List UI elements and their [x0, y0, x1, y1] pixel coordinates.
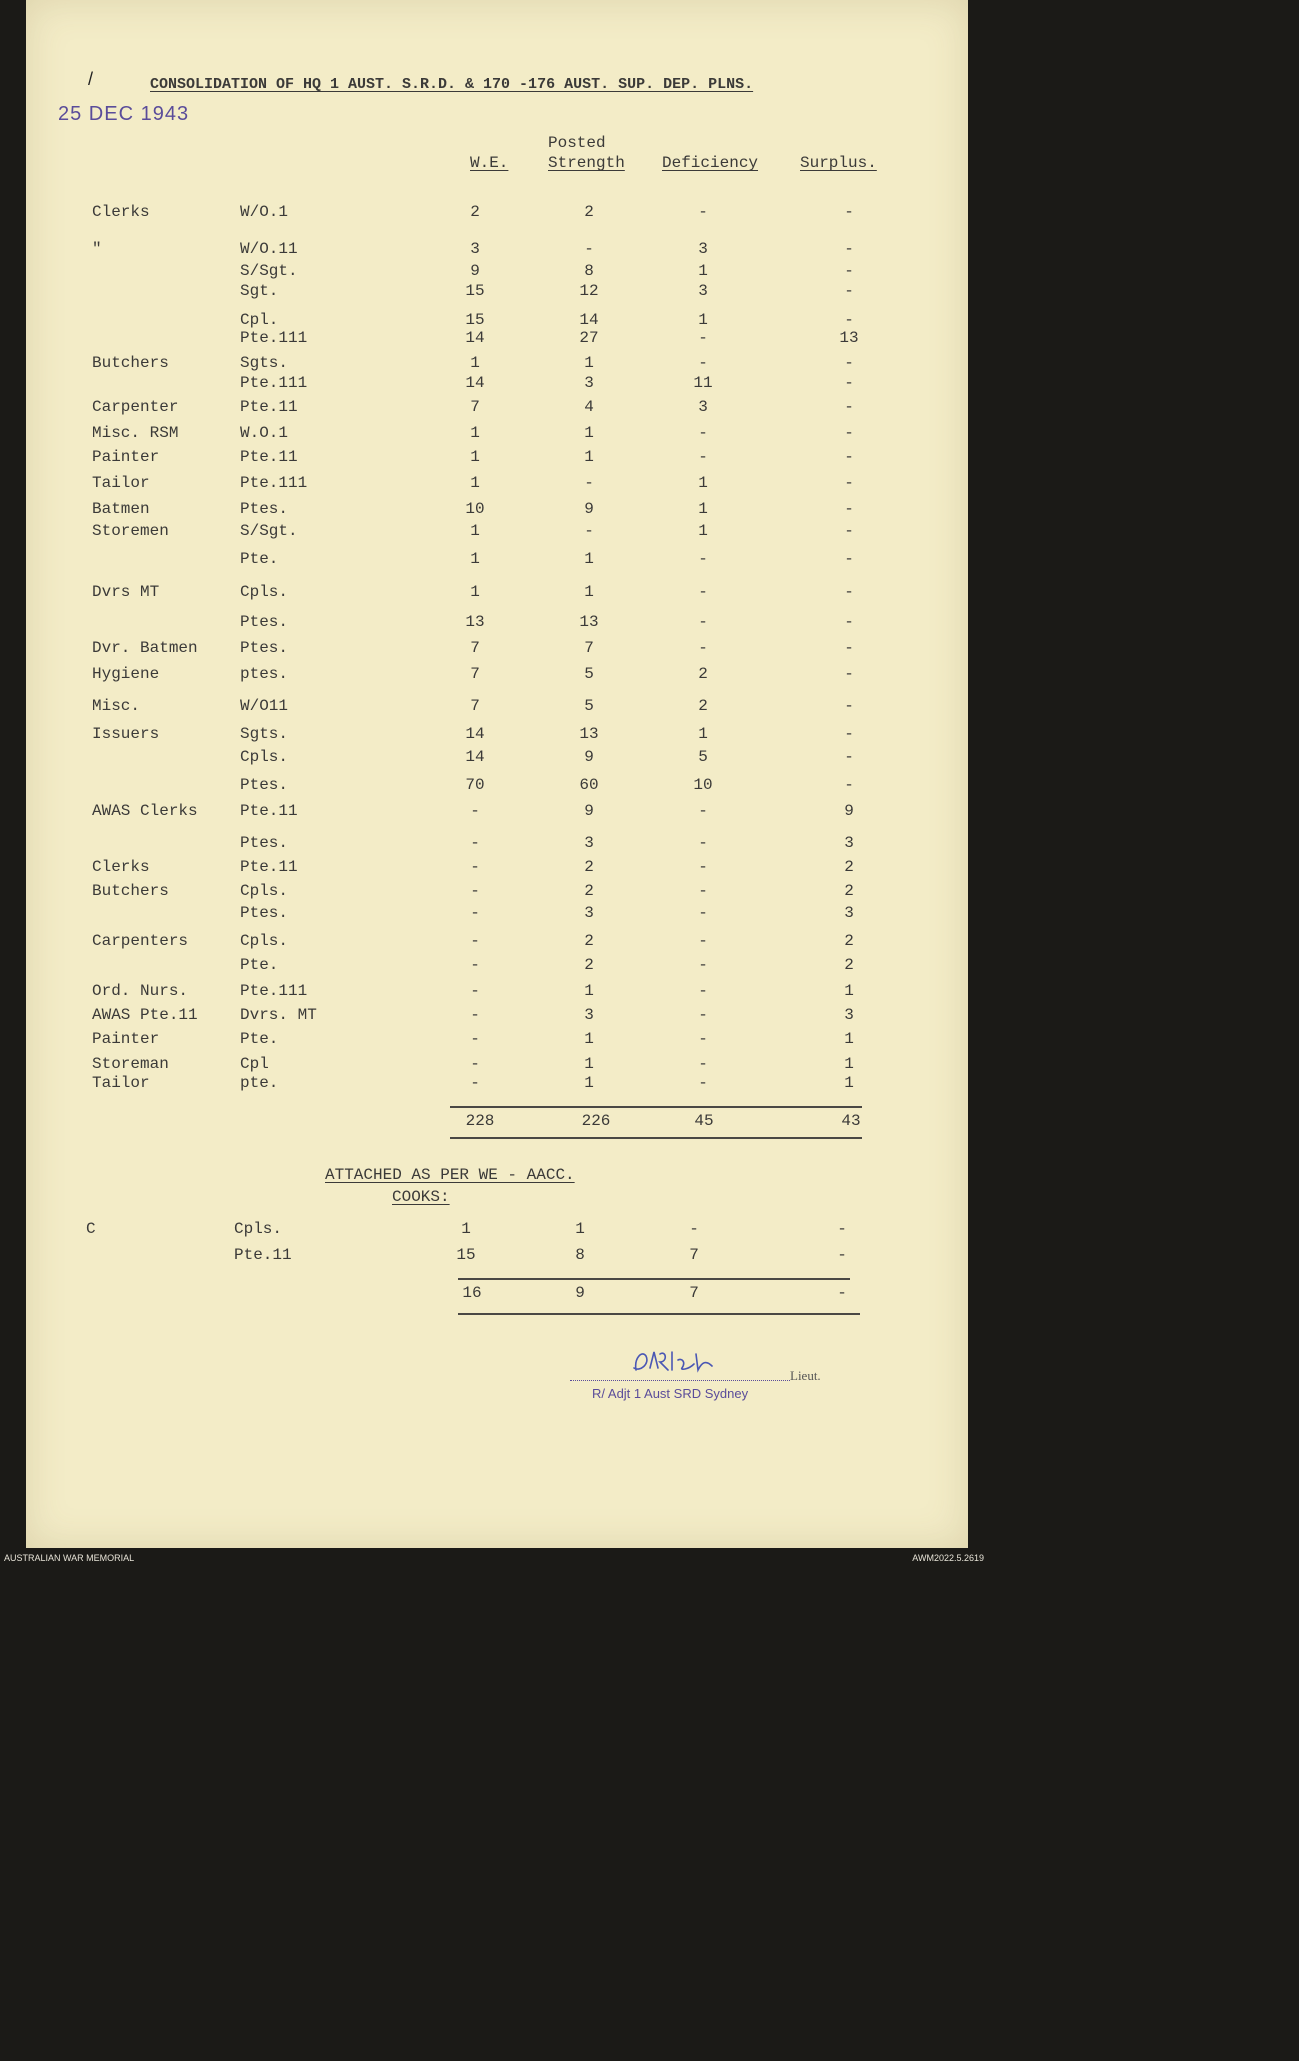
- row-we: 15: [465, 311, 485, 329]
- row-rank: Ptes.: [240, 613, 289, 631]
- row-we: 3: [470, 240, 480, 258]
- row-surplus: -: [844, 522, 854, 540]
- row-rank: S/Sgt.: [240, 262, 298, 280]
- row-category: Clerks: [92, 203, 150, 221]
- row-we: 1: [470, 448, 480, 466]
- row-deficiency: -: [698, 448, 708, 466]
- row-posted: 9: [584, 500, 594, 518]
- row-rank: pte.: [240, 1074, 279, 1092]
- row-rank: W/O.11: [240, 240, 298, 258]
- row-surplus: -: [844, 374, 854, 392]
- total-surplus: 43: [841, 1112, 861, 1130]
- totals-rule-bottom: [450, 1137, 862, 1139]
- row-deficiency: -: [698, 329, 708, 347]
- signature-role-stamp: R/ Adjt 1 Aust SRD Sydney: [592, 1386, 749, 1401]
- attached-heading: ATTACHED AS PER WE - AACC.: [325, 1166, 575, 1184]
- row-deficiency: 1: [698, 262, 708, 280]
- row-surplus: 3: [844, 904, 854, 922]
- row-deficiency: 1: [698, 500, 708, 518]
- row-we: -: [470, 904, 480, 922]
- row-category: Misc. RSM: [92, 424, 179, 442]
- row-surplus: -: [844, 203, 854, 221]
- cooks-total-surplus: -: [837, 1284, 847, 1302]
- row-rank: Ptes.: [240, 639, 289, 657]
- row-posted: 2: [584, 203, 594, 221]
- row-posted: -: [584, 240, 594, 258]
- row-rank: W/O11: [240, 697, 289, 715]
- header-deficiency: Deficiency: [662, 154, 759, 172]
- row-rank: Cpls.: [240, 583, 289, 601]
- row-deficiency: 3: [698, 282, 708, 300]
- row-posted: 9: [584, 802, 594, 820]
- row-we: -: [470, 834, 480, 852]
- row-rank: Ptes.: [240, 834, 289, 852]
- row-rank: Dvrs. MT: [240, 1006, 317, 1024]
- row-we: -: [470, 1055, 480, 1073]
- row-surplus: 2: [844, 858, 854, 876]
- row-we: -: [470, 1006, 480, 1024]
- row-surplus: -: [844, 550, 854, 568]
- row-rank: S/Sgt.: [240, 522, 298, 540]
- row-rank: Ptes.: [240, 776, 289, 794]
- total-posted: 226: [581, 1112, 611, 1130]
- row-rank: Sgt.: [240, 282, 279, 300]
- row-deficiency: 2: [698, 697, 708, 715]
- header-posted-line1: Posted: [548, 134, 606, 152]
- row-posted: 5: [584, 697, 594, 715]
- row-surplus: 1: [844, 982, 854, 1000]
- row-deficiency: -: [698, 550, 708, 568]
- row-deficiency: 1: [698, 311, 708, 329]
- cooks-row-rank: Pte.11: [234, 1246, 292, 1264]
- row-category: Dvr. Batmen: [92, 639, 198, 657]
- row-deficiency: -: [698, 1006, 708, 1024]
- cooks-row-posted: 8: [575, 1246, 585, 1264]
- row-posted: 3: [584, 1006, 594, 1024]
- cooks-row-we: 1: [461, 1220, 471, 1238]
- signature-line: [570, 1380, 790, 1381]
- row-category: Misc.: [92, 697, 141, 715]
- row-deficiency: -: [698, 834, 708, 852]
- row-rank: Pte.: [240, 550, 279, 568]
- row-rank: Ptes.: [240, 904, 289, 922]
- row-surplus: -: [844, 282, 854, 300]
- row-rank: W.O.1: [240, 424, 289, 442]
- totals-rule-top: [450, 1106, 862, 1108]
- row-posted: 60: [579, 776, 599, 794]
- row-surplus: 9: [844, 802, 854, 820]
- row-category: Tailor: [92, 474, 150, 492]
- row-category: Dvrs MT: [92, 583, 160, 601]
- cooks-rule-top: [458, 1278, 850, 1280]
- row-we: 70: [465, 776, 485, 794]
- row-surplus: -: [844, 613, 854, 631]
- row-surplus: 2: [844, 932, 854, 950]
- cooks-row-deficiency: -: [689, 1220, 699, 1238]
- signature-image: [628, 1340, 718, 1380]
- row-category: Ord. Nurs.: [92, 982, 189, 1000]
- row-we: 1: [470, 354, 480, 372]
- document-page: [26, 0, 968, 1548]
- row-posted: 3: [584, 834, 594, 852]
- row-posted: 3: [584, 374, 594, 392]
- row-deficiency: 5: [698, 748, 708, 766]
- row-we: 7: [470, 639, 480, 657]
- row-we: 7: [470, 398, 480, 416]
- row-we: 9: [470, 262, 480, 280]
- signature-suffix: Lieut.: [790, 1368, 821, 1383]
- row-category: Butchers: [92, 882, 169, 900]
- row-posted: 14: [579, 311, 599, 329]
- row-surplus: -: [844, 725, 854, 743]
- row-posted: 2: [584, 882, 594, 900]
- row-deficiency: 3: [698, 240, 708, 258]
- row-posted: 1: [584, 1074, 594, 1092]
- row-we: 1: [470, 474, 480, 492]
- row-rank: Cpls.: [240, 932, 289, 950]
- row-surplus: 1: [844, 1030, 854, 1048]
- row-posted: 12: [579, 282, 599, 300]
- row-posted: 3: [584, 904, 594, 922]
- row-posted: 1: [584, 424, 594, 442]
- row-posted: -: [584, 474, 594, 492]
- row-deficiency: -: [698, 1055, 708, 1073]
- row-deficiency: -: [698, 1030, 708, 1048]
- row-deficiency: -: [698, 354, 708, 372]
- page-mark: /: [88, 69, 94, 89]
- row-category: Issuers: [92, 725, 160, 743]
- row-rank: Sgts.: [240, 725, 289, 743]
- row-category: Carpenters: [92, 932, 189, 950]
- row-surplus: -: [844, 240, 854, 258]
- row-we: 2: [470, 203, 480, 221]
- cooks-total-deficiency: 7: [689, 1284, 699, 1302]
- row-rank: Pte.11: [240, 802, 298, 820]
- row-deficiency: -: [698, 882, 708, 900]
- row-posted: 9: [584, 748, 594, 766]
- row-posted: 8: [584, 262, 594, 280]
- row-surplus: -: [844, 398, 854, 416]
- row-rank: Pte.111: [240, 374, 308, 392]
- cooks-total-we: 16: [462, 1284, 482, 1302]
- row-posted: 2: [584, 858, 594, 876]
- row-rank: Cpl: [240, 1055, 269, 1073]
- row-we: 1: [470, 424, 480, 442]
- row-deficiency: -: [698, 583, 708, 601]
- row-rank: Pte.11: [240, 858, 298, 876]
- row-deficiency: 2: [698, 665, 708, 683]
- row-category: Batmen: [92, 500, 150, 518]
- row-we: 13: [465, 613, 485, 631]
- row-deficiency: -: [698, 956, 708, 974]
- row-surplus: -: [844, 697, 854, 715]
- header-posted-line2: Strength: [548, 154, 625, 172]
- row-deficiency: 1: [698, 522, 708, 540]
- row-surplus: -: [844, 748, 854, 766]
- row-deficiency: 1: [698, 474, 708, 492]
- row-we: 1: [470, 583, 480, 601]
- row-surplus: 2: [844, 956, 854, 974]
- row-category: Storeman: [92, 1055, 169, 1073]
- row-deficiency: 3: [698, 398, 708, 416]
- header-surplus: Surplus.: [800, 154, 877, 172]
- row-surplus: 3: [844, 1006, 854, 1024]
- row-posted: 1: [584, 982, 594, 1000]
- row-surplus: -: [844, 639, 854, 657]
- row-surplus: 2: [844, 882, 854, 900]
- row-deficiency: -: [698, 858, 708, 876]
- row-surplus: 1: [844, 1055, 854, 1073]
- row-deficiency: -: [698, 802, 708, 820]
- row-we: 7: [470, 665, 480, 683]
- row-deficiency: -: [698, 904, 708, 922]
- row-we: 14: [465, 748, 485, 766]
- row-we: 14: [465, 374, 485, 392]
- cooks-row-deficiency: 7: [689, 1246, 699, 1264]
- row-we: -: [470, 882, 480, 900]
- row-category: Carpenter: [92, 398, 179, 416]
- header-we: W.E.: [470, 154, 509, 172]
- footer-left: AUSTRALIAN WAR MEMORIAL: [4, 1553, 135, 1563]
- cooks-row-category: C: [86, 1220, 96, 1238]
- document-title: CONSOLIDATION OF HQ 1 AUST. S.R.D. & 170 -176 AUST. SUP. DEP. PLNS.: [150, 76, 754, 93]
- row-surplus: -: [844, 583, 854, 601]
- row-we: -: [470, 1074, 480, 1092]
- row-rank: Pte.: [240, 1030, 279, 1048]
- row-category: Hygiene: [92, 665, 160, 683]
- row-rank: ptes.: [240, 665, 289, 683]
- row-surplus: -: [844, 665, 854, 683]
- row-surplus: -: [844, 500, 854, 518]
- row-surplus: -: [844, 448, 854, 466]
- row-posted: 1: [584, 448, 594, 466]
- row-we: 15: [465, 282, 485, 300]
- row-deficiency: -: [698, 613, 708, 631]
- row-rank: Cpl.: [240, 311, 279, 329]
- row-category: Tailor: [92, 1074, 150, 1092]
- cooks-heading: COOKS:: [392, 1188, 450, 1206]
- row-deficiency: -: [698, 424, 708, 442]
- row-rank: W/O.1: [240, 203, 289, 221]
- cooks-row-surplus: -: [837, 1246, 847, 1264]
- row-deficiency: -: [698, 639, 708, 657]
- row-posted: 1: [584, 1030, 594, 1048]
- row-deficiency: 10: [693, 776, 713, 794]
- row-category: Painter: [92, 1030, 160, 1048]
- row-we: 7: [470, 697, 480, 715]
- row-posted: 1: [584, 550, 594, 568]
- row-we: -: [470, 1030, 480, 1048]
- total-deficiency: 45: [694, 1112, 714, 1130]
- row-surplus: 3: [844, 834, 854, 852]
- row-rank: Cpls.: [240, 748, 289, 766]
- row-we: -: [470, 858, 480, 876]
- row-posted: 13: [579, 613, 599, 631]
- row-rank: Pte.111: [240, 329, 308, 347]
- row-rank: Cpls.: [240, 882, 289, 900]
- cooks-total-posted: 9: [575, 1284, 585, 1302]
- row-deficiency: -: [698, 982, 708, 1000]
- row-rank: Sgts.: [240, 354, 289, 372]
- row-posted: 2: [584, 932, 594, 950]
- row-surplus: 13: [839, 329, 859, 347]
- row-deficiency: -: [698, 203, 708, 221]
- row-posted: 1: [584, 1055, 594, 1073]
- row-category: Storemen: [92, 522, 169, 540]
- row-posted: 2: [584, 956, 594, 974]
- row-deficiency: 1: [698, 725, 708, 743]
- row-rank: Pte.111: [240, 474, 308, 492]
- row-surplus: -: [844, 474, 854, 492]
- row-rank: Pte.11: [240, 448, 298, 466]
- row-deficiency: -: [698, 932, 708, 950]
- row-rank: Ptes.: [240, 500, 289, 518]
- row-we: -: [470, 982, 480, 1000]
- row-category: Clerks: [92, 858, 150, 876]
- date-stamp: 25 DEC 1943: [58, 103, 190, 125]
- row-posted: 1: [584, 354, 594, 372]
- row-we: 14: [465, 329, 485, 347]
- cooks-rule-bottom: [458, 1313, 860, 1315]
- row-category: AWAS Pte.11: [92, 1006, 198, 1024]
- row-deficiency: -: [698, 1074, 708, 1092]
- row-rank: Pte.111: [240, 982, 308, 1000]
- row-category: Painter: [92, 448, 160, 466]
- row-rank: Pte.: [240, 956, 279, 974]
- row-we: -: [470, 956, 480, 974]
- row-we: 1: [470, 522, 480, 540]
- row-posted: 27: [579, 329, 599, 347]
- row-category: Butchers: [92, 354, 169, 372]
- cooks-row-we: 15: [456, 1246, 476, 1264]
- row-we: -: [470, 802, 480, 820]
- cooks-row-surplus: -: [837, 1220, 847, 1238]
- row-we: -: [470, 932, 480, 950]
- row-category: AWAS Clerks: [92, 802, 198, 820]
- row-we: 10: [465, 500, 485, 518]
- row-we: 1: [470, 550, 480, 568]
- total-we: 228: [465, 1112, 495, 1130]
- row-surplus: 1: [844, 1074, 854, 1092]
- footer-right: AWM2022.5.2619: [912, 1553, 984, 1563]
- row-surplus: -: [844, 354, 854, 372]
- row-surplus: -: [844, 424, 854, 442]
- row-posted: 5: [584, 665, 594, 683]
- row-category: ": [92, 240, 102, 258]
- row-we: 14: [465, 725, 485, 743]
- row-surplus: -: [844, 262, 854, 280]
- row-posted: 4: [584, 398, 594, 416]
- cooks-row-rank: Cpls.: [234, 1220, 283, 1238]
- row-surplus: -: [844, 311, 854, 329]
- cooks-row-posted: 1: [575, 1220, 585, 1238]
- row-deficiency: 11: [693, 374, 713, 392]
- row-posted: 7: [584, 639, 594, 657]
- row-surplus: -: [844, 776, 854, 794]
- row-posted: 13: [579, 725, 599, 743]
- row-rank: Pte.11: [240, 398, 298, 416]
- row-posted: -: [584, 522, 594, 540]
- row-posted: 1: [584, 583, 594, 601]
